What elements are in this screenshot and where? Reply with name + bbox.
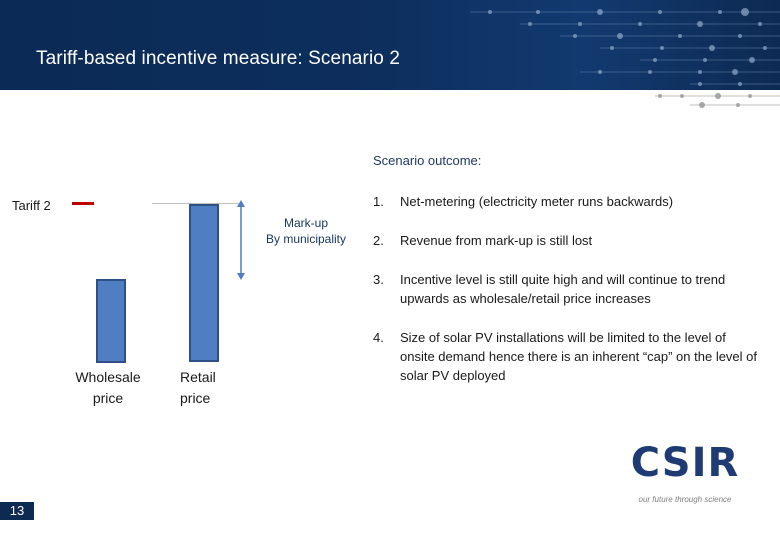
decorative-dots-strip (0, 90, 780, 110)
outcome-item (373, 231, 763, 250)
retail-price-label (180, 367, 230, 409)
outcome-item (373, 270, 763, 308)
retail-label-line2: price (180, 390, 211, 406)
tariff-label: Tariff 2 (12, 198, 51, 213)
slide-number: 13 (0, 502, 34, 520)
outcome-item (373, 328, 763, 385)
header-banner (0, 0, 780, 90)
markup-label (256, 215, 356, 247)
markup-arrow (232, 200, 252, 282)
markup-label-line1: Mark-up (283, 216, 328, 230)
outcome-item-text: Revenue from mark-up is still lost (400, 233, 593, 248)
page-title: Tariff-based incentive measure: Scenario 2 (36, 48, 400, 69)
outcome-item-number: 3. (373, 272, 384, 287)
outcome-list (373, 192, 763, 385)
circuit-pattern-decoration (0, 0, 780, 90)
retail-label-line1: Retail (180, 369, 216, 385)
tariff-marker (72, 202, 94, 205)
retail-price-bar (189, 204, 219, 362)
wholesale-label-line1: Wholesale (75, 369, 141, 385)
outcome-item-text: Incentive level is still quite high and will continue to trend upwards as wholesale/retail price increases (400, 272, 726, 306)
markup-label-line2: By municipality (265, 232, 347, 246)
wholesale-price-label (58, 367, 158, 409)
outcome-item-number: 4. (373, 330, 384, 345)
outcome-item-number: 2. (373, 233, 384, 248)
outcome-item-text: Size of solar PV installations will be limited to the level of onsite demand hence there is an inherent “cap” on the level of solar PV deployed (400, 330, 758, 383)
wholesale-label-line2: price (92, 390, 124, 406)
wholesale-price-bar (96, 279, 126, 363)
outcome-heading: Scenario outcome: (373, 153, 482, 168)
outcome-item (373, 192, 763, 211)
csir-logo (620, 440, 750, 510)
outcome-item-number: 1. (373, 194, 384, 209)
logo-tagline: our future through science (638, 495, 732, 504)
outcome-item-text: Net-metering (electricity meter runs backwards) (400, 194, 674, 209)
logo-wordmark: CSIR (630, 440, 740, 486)
